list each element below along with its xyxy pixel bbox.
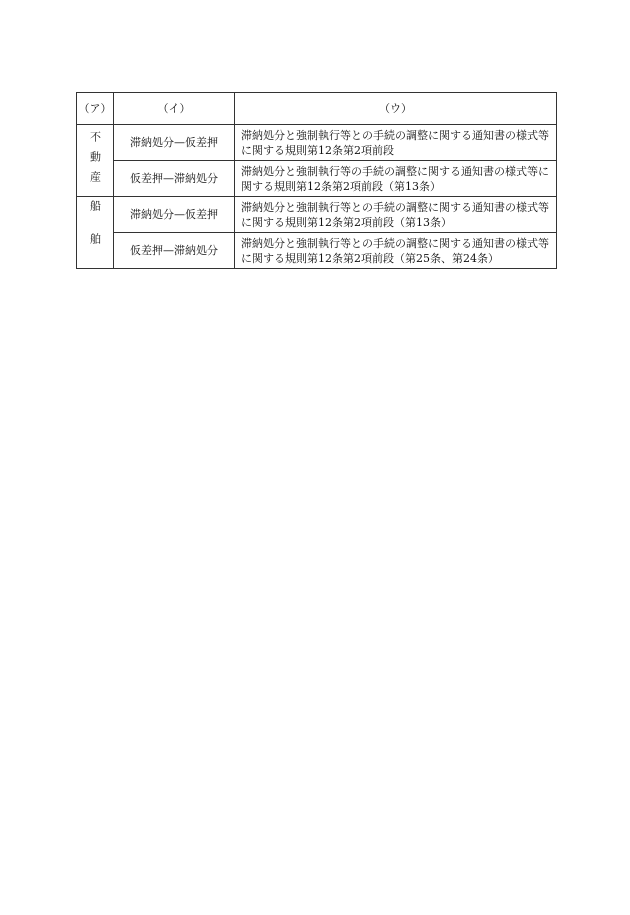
table-header — [77, 93, 557, 125]
table-body — [77, 125, 557, 269]
rule-cell: 滞納処分と強制執行等との手続の調整に関する通知書の様式等に関する規則第12条第2項前段 — [235, 125, 557, 161]
kind-cell: 仮差押—滞納処分 — [114, 161, 235, 197]
category-label: 不動産 — [88, 130, 102, 191]
header-row — [77, 93, 557, 125]
category-cell — [77, 197, 114, 269]
category-cell — [77, 125, 114, 197]
table-row — [77, 125, 557, 161]
header-c: （ウ） — [235, 93, 557, 125]
rule-cell: 滞納処分と強制執行等の手続の調整に関する通知書の様式等に関する規則第12条第2項前段（第13条） — [235, 161, 557, 197]
rule-cell: 滞納処分と強制執行等との手続の調整に関する通知書の様式等に関する規則第12条第2項前段（第25条、第24条） — [235, 233, 557, 269]
header-b: （イ） — [114, 93, 235, 125]
header-a: （ア） — [77, 93, 114, 125]
table-row — [77, 233, 557, 269]
table-row — [77, 161, 557, 197]
category-label: 船舶 — [88, 199, 102, 266]
kind-cell: 滞納処分—仮差押 — [114, 125, 235, 161]
kind-cell: 仮差押—滞納処分 — [114, 233, 235, 269]
procedure-table — [76, 92, 557, 269]
kind-cell: 滞納処分—仮差押 — [114, 197, 235, 233]
rule-cell: 滞納処分と強制執行等との手続の調整に関する通知書の様式等に関する規則第12条第2項前段（第13条） — [235, 197, 557, 233]
table-row — [77, 197, 557, 233]
